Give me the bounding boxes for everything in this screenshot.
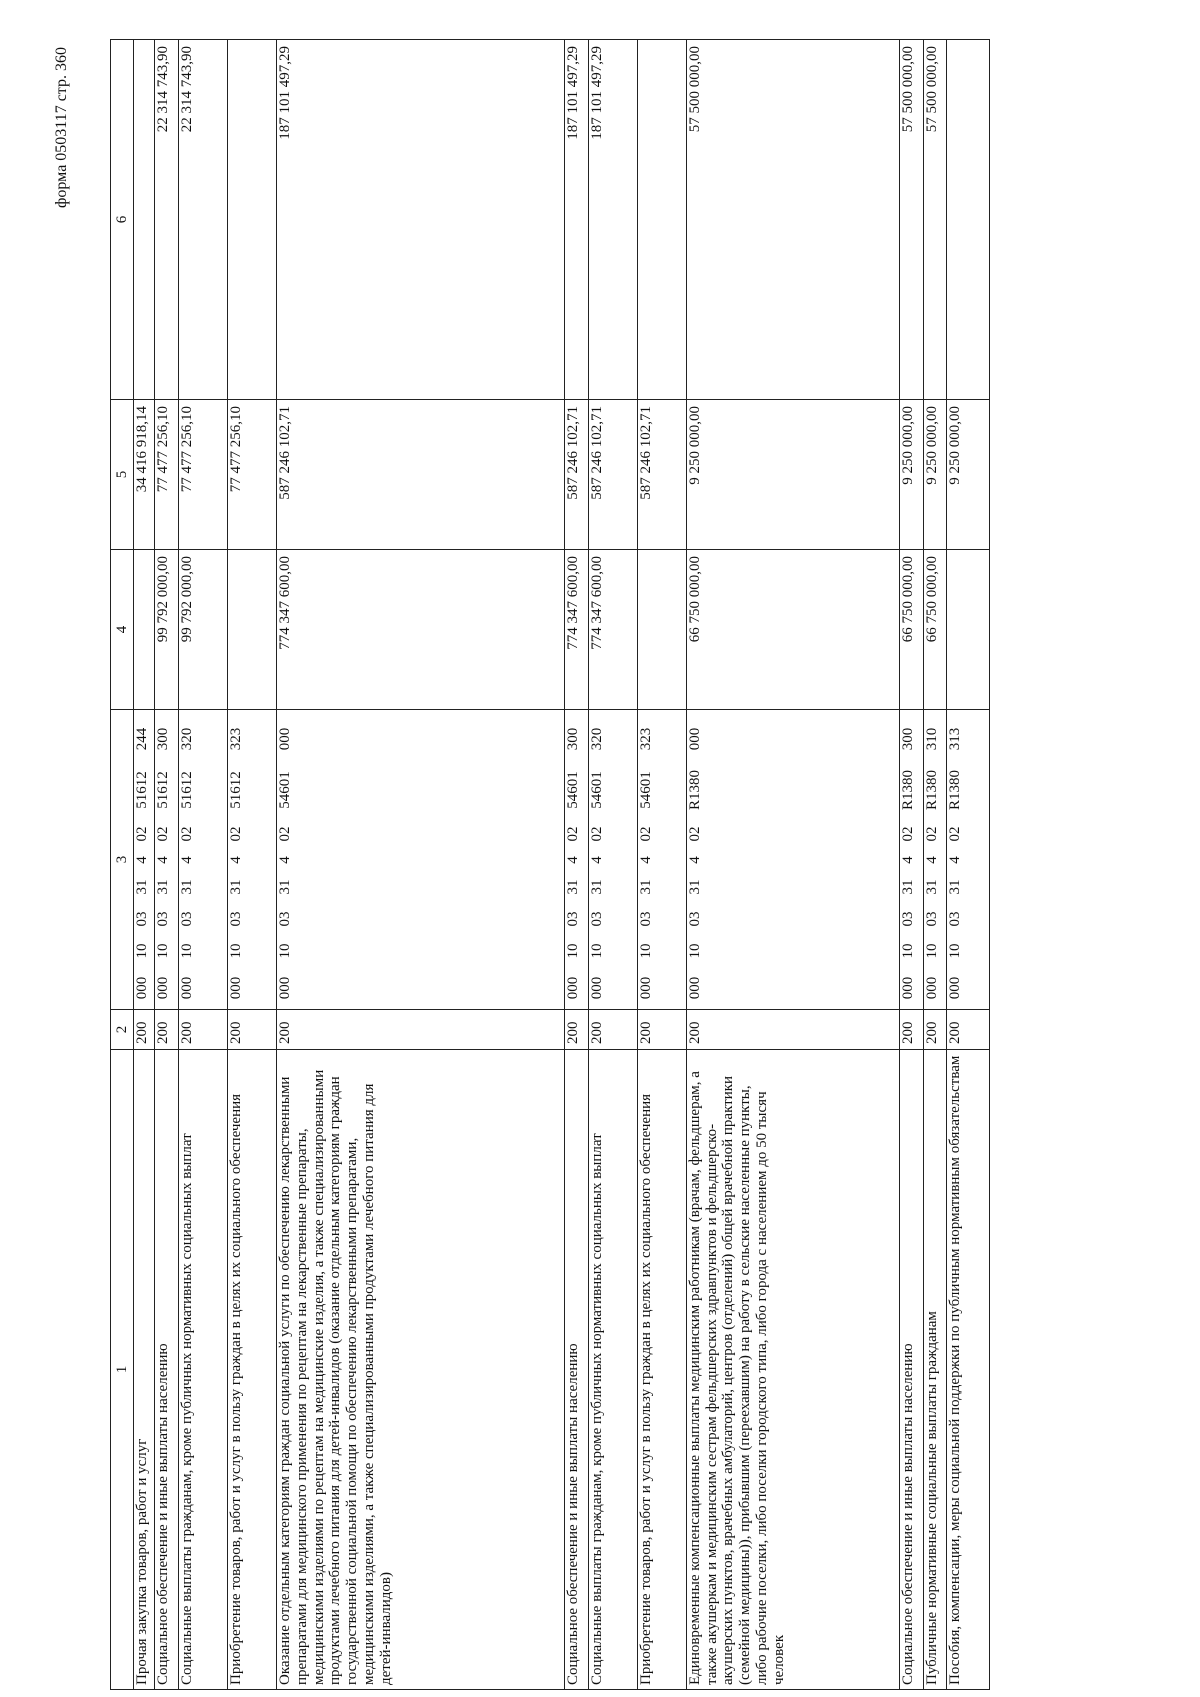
code-segment: 000 [134,976,150,1000]
budget-classification-code [947,710,990,1010]
approved-amount: 774 347 600,00 [277,550,565,710]
budget-classification-code [637,710,686,1010]
row-name: Единовременные компенсационные выплаты медицинским работникам (врачам, фельдшерам, а также акушеркам и медицинским сестрам фельдшерских здравпунктов и фельдшерско-акушерских пунктов, врачебных амбулаторий, центров (отделений) общей врачебной практики (семейной медицины)), прибывшим (переехавшим) на работу в сельские населенные пункты, либо рабочие поселки, либо поселки городского типа, либо города с населением до 50 тысяч человек [686,1050,899,1690]
row-name: Социальное обеспечение и иные выплаты населению [565,1050,588,1690]
line-code: 200 [686,1010,899,1050]
table-row [178,40,227,1690]
code-segment: R1380 [686,770,703,811]
code-segment: 313 [947,727,964,751]
code-segment: 000 [947,976,964,1000]
executed-amount: 77 477 256,10 [178,400,227,550]
code-segment: 51612 [227,771,244,809]
code-segment: 54601 [565,771,582,809]
budget-classification-code [565,710,588,1010]
approved-amount [947,550,990,710]
code-segment: 000 [686,976,703,1000]
executed-amount: 34 416 918,14 [134,400,155,550]
executed-amount: 587 246 102,71 [565,400,588,550]
code-segment: 03 [947,911,964,927]
code-segments [565,710,582,1009]
code-segment: 000 [588,976,605,1000]
code-segment: 10 [588,943,605,959]
line-code: 200 [947,1010,990,1050]
row-name: Социальные выплаты гражданам, кроме публичных нормативных социальных выплат [588,1050,637,1690]
code-segment: 10 [155,943,172,959]
code-segment: 300 [900,727,917,751]
approved-amount: 774 347 600,00 [588,550,637,710]
approved-amount: 99 792 000,00 [178,550,227,710]
code-segment: 51612 [134,771,150,809]
code-segment: 4 [923,856,940,864]
code-segment: 03 [637,911,654,927]
code-segment: 000 [686,727,703,751]
executed-amount: 587 246 102,71 [637,400,686,550]
code-segment: R1380 [923,770,940,811]
code-segment: 4 [900,856,917,864]
code-segment: 10 [923,943,940,959]
unexecuted-amount: 57 500 000,00 [900,40,923,400]
unexecuted-amount: 187 101 497,29 [565,40,588,400]
unexecuted-amount: 187 101 497,29 [588,40,637,400]
code-segment: 31 [227,879,244,895]
unexecuted-amount [134,40,155,400]
form-label: форма 0503117 стр. 360 [53,46,70,208]
code-segment: 10 [227,943,244,959]
code-segment: 54601 [277,771,293,809]
budget-classification-code [155,710,178,1010]
code-segment: 02 [277,826,293,842]
code-segment: 000 [565,976,582,1000]
table-row [900,40,923,1690]
code-segment: 300 [565,727,582,751]
code-segments [638,710,655,1009]
code-segment: 02 [178,826,195,842]
code-segment: 03 [565,911,582,927]
code-segment: 323 [637,727,654,751]
code-segment: 10 [277,943,293,959]
code-segment: 4 [947,856,964,864]
code-segment: 03 [227,911,244,927]
code-segment: 02 [134,826,150,842]
budget-classification-code [227,710,276,1010]
row-name: Социальное обеспечение и иные выплаты населению [900,1050,923,1690]
unexecuted-amount [227,40,276,400]
line-code: 200 [277,1010,565,1050]
code-segment: 10 [947,943,964,959]
code-segments [900,710,917,1009]
code-segment: 51612 [178,771,195,809]
code-segment: 31 [947,879,964,895]
approved-amount [637,550,686,710]
code-segment: 54601 [637,771,654,809]
table-row [277,40,565,1690]
code-segment: 320 [178,727,195,751]
code-segment: 244 [134,727,150,751]
code-segment: 10 [565,943,582,959]
code-segment: 02 [923,826,940,842]
unexecuted-amount: 22 314 743,90 [178,40,227,400]
column-header: 3 [111,710,134,1010]
unexecuted-amount [637,40,686,400]
code-segment: 000 [155,976,172,1000]
line-code: 200 [155,1010,178,1050]
code-segment: 31 [588,879,605,895]
code-segment: 10 [686,943,703,959]
code-segment: R1380 [900,770,917,811]
code-segment: 03 [134,911,150,927]
line-code: 200 [227,1010,276,1050]
code-segment: 4 [178,856,195,864]
line-code: 200 [178,1010,227,1050]
approved-amount: 99 792 000,00 [155,550,178,710]
code-segment: 31 [178,879,195,895]
approved-amount: 66 750 000,00 [686,550,899,710]
code-segments [228,710,245,1009]
code-segment: 03 [686,911,703,927]
table-row [134,40,155,1690]
code-segment: 000 [923,976,940,1000]
code-segment: 4 [277,856,293,864]
budget-classification-code [178,710,227,1010]
row-name: Социальное обеспечение и иные выплаты населению [155,1050,178,1690]
code-segment: 31 [134,879,150,895]
code-segment: 31 [565,879,582,895]
code-segments [589,710,606,1009]
code-segment: 000 [277,976,293,1000]
budget-classification-code [923,710,946,1010]
executed-amount: 9 250 000,00 [686,400,899,550]
code-segment: 03 [178,911,195,927]
row-name: Социальные выплаты гражданам, кроме публичных нормативных социальных выплат [178,1050,227,1690]
code-segment: 02 [588,826,605,842]
budget-table [110,39,990,1690]
table-row [155,40,178,1690]
code-segment: 02 [686,826,703,842]
code-segment: 03 [155,911,172,927]
code-segments [924,710,941,1009]
code-segment: 320 [588,727,605,751]
code-segment: 4 [134,856,150,864]
code-segment: R1380 [947,770,964,811]
approved-amount: 66 750 000,00 [900,550,923,710]
code-segment: 03 [900,911,917,927]
row-name: Публичные нормативные социальные выплаты гражданам [923,1050,946,1690]
code-segments [947,710,964,1009]
code-segment: 4 [227,856,244,864]
row-name: Приобретение товаров, работ и услуг в пользу граждан в целях их социального обеспечения [227,1050,276,1690]
code-segment: 31 [277,879,293,895]
executed-amount: 587 246 102,71 [277,400,565,550]
unexecuted-amount: 187 101 497,29 [277,40,565,400]
row-name: Прочая закупка товаров, работ и услуг [134,1050,155,1690]
code-segment: 000 [637,976,654,1000]
code-segment: 10 [900,943,917,959]
code-segments [687,710,704,1009]
table-row [227,40,276,1690]
unexecuted-amount: 57 500 000,00 [686,40,899,400]
budget-classification-code [588,710,637,1010]
row-name: Оказание отдельным категориям граждан социальной услуги по обеспечению лекарственными препаратами для медицинского применения по рецептам на лекарственные препараты, медицинскими изделиями по рецептам на медицинские изделия, а также специализированными продуктами лечебного питания для детей-инвалидов (оказание отдельным категориям граждан государственной социальной помощи по обеспечению лекарственными препаратами, медицинскими изделиями, а также специализированными продуктами лечебного питания для детей-инвалидов) [277,1050,565,1690]
code-segment: 02 [565,826,582,842]
approved-amount: 774 347 600,00 [565,550,588,710]
line-code: 200 [900,1010,923,1050]
line-code: 200 [923,1010,946,1050]
code-segment: 51612 [155,771,172,809]
code-segment: 02 [155,826,172,842]
code-segment: 31 [900,879,917,895]
code-segments [277,710,294,1009]
code-segment: 02 [227,826,244,842]
code-segment: 02 [637,826,654,842]
budget-classification-code [134,710,155,1010]
code-segments [155,710,172,1009]
executed-amount: 587 246 102,71 [588,400,637,550]
executed-amount: 77 477 256,10 [155,400,178,550]
code-segment: 4 [155,856,172,864]
row-name: Приобретение товаров, работ и услуг в пользу граждан в целях их социального обеспечения [637,1050,686,1690]
table-row [923,40,946,1690]
column-header: 1 [111,1050,134,1690]
code-segment: 4 [565,856,582,864]
approved-amount: 66 750 000,00 [923,550,946,710]
code-segment: 4 [686,856,703,864]
code-segments [134,710,151,1009]
table-row [588,40,637,1690]
header-row [111,40,134,1690]
code-segments [179,710,196,1009]
code-segment: 000 [900,976,917,1000]
code-segment: 10 [178,943,195,959]
code-segment: 31 [686,879,703,895]
table-body [134,40,990,1690]
code-segment: 03 [923,911,940,927]
column-header: 2 [111,1010,134,1050]
table-row [686,40,899,1690]
approved-amount [134,550,155,710]
line-code: 200 [565,1010,588,1050]
code-segment: 03 [588,911,605,927]
code-segment: 310 [923,727,940,751]
column-header: 6 [111,40,134,400]
table-row [565,40,588,1690]
column-header: 5 [111,400,134,550]
code-segment: 000 [178,976,195,1000]
code-segment: 10 [637,943,654,959]
code-segment: 03 [277,911,293,927]
code-segment: 4 [637,856,654,864]
code-segment: 31 [637,879,654,895]
code-segment: 54601 [588,771,605,809]
approved-amount [227,550,276,710]
executed-amount: 77 477 256,10 [227,400,276,550]
executed-amount: 9 250 000,00 [923,400,946,550]
code-segment: 02 [900,826,917,842]
budget-classification-code [277,710,565,1010]
executed-amount: 9 250 000,00 [900,400,923,550]
budget-classification-code [686,710,899,1010]
line-code: 200 [588,1010,637,1050]
unexecuted-amount: 57 500 000,00 [923,40,946,400]
line-code: 200 [134,1010,155,1050]
code-segment: 000 [277,727,293,751]
budget-classification-code [900,710,923,1010]
unexecuted-amount: 22 314 743,90 [155,40,178,400]
unexecuted-amount [947,40,990,400]
code-segment: 02 [947,826,964,842]
code-segment: 300 [155,727,172,751]
code-segment: 000 [227,976,244,1000]
code-segment: 31 [923,879,940,895]
code-segment: 10 [134,943,150,959]
row-name: Пособия, компенсации, меры социальной поддержки по публичным нормативным обязательствам [947,1050,990,1690]
code-segment: 323 [227,727,244,751]
column-header: 4 [111,550,134,710]
executed-amount: 9 250 000,00 [947,400,990,550]
table-row [637,40,686,1690]
code-segment: 4 [588,856,605,864]
report-table-rotated [110,40,990,1690]
code-segment: 31 [155,879,172,895]
line-code: 200 [637,1010,686,1050]
table-row [947,40,990,1690]
